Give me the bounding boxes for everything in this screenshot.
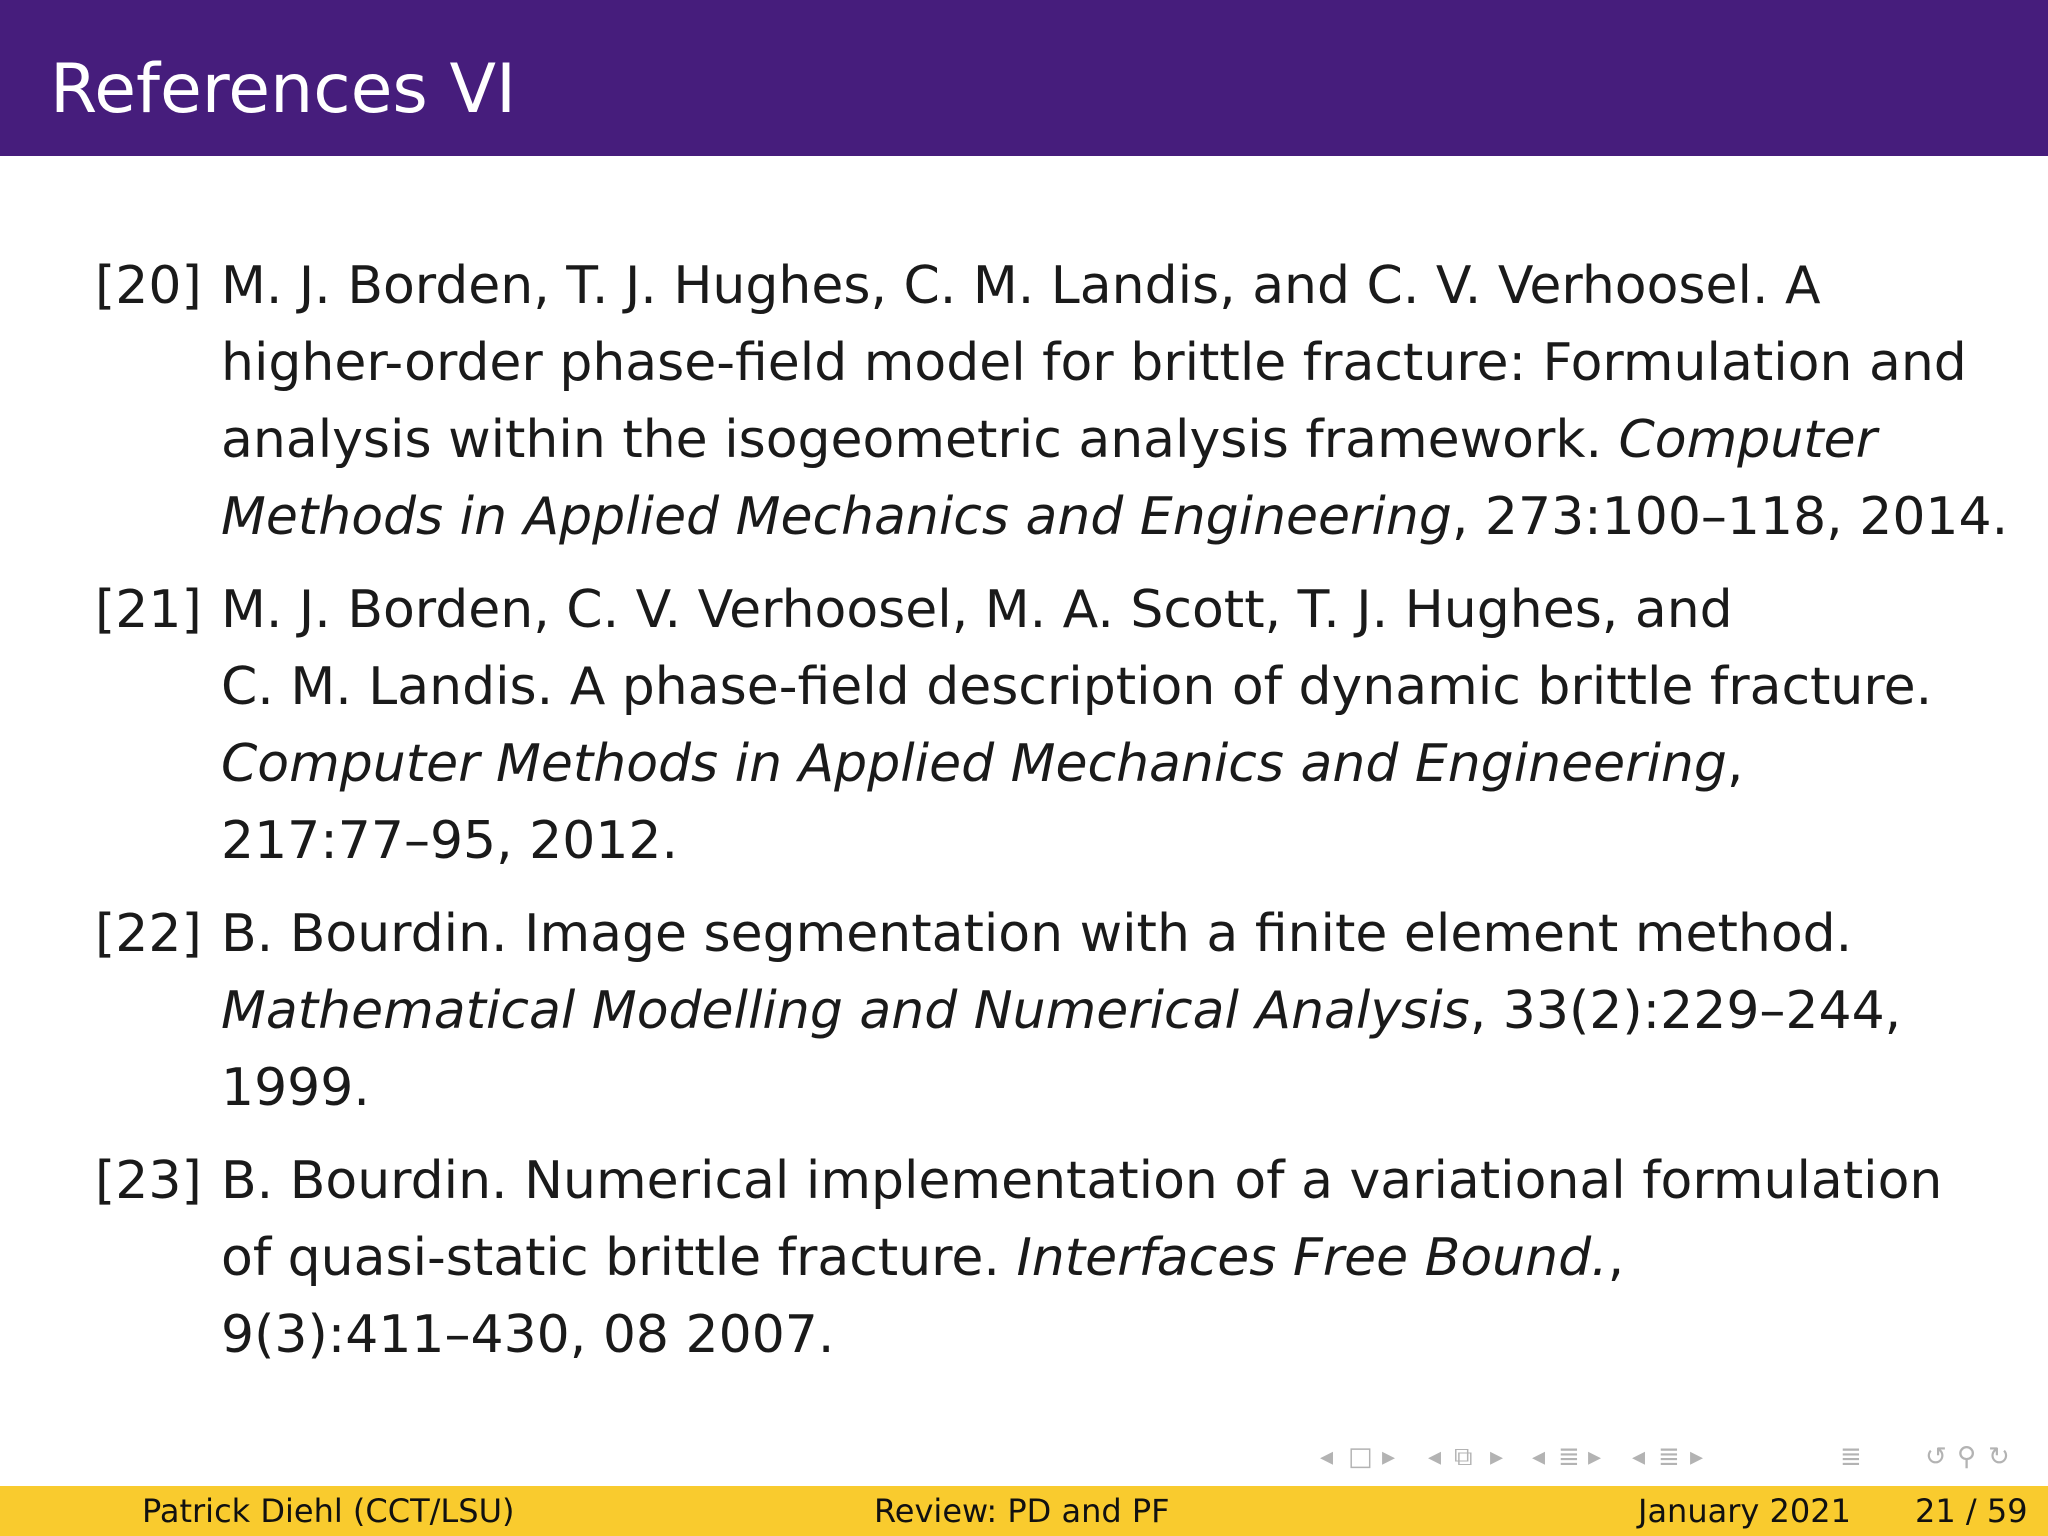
reference-venue: Methods in Applied Mechanics and Engineering xyxy=(221,487,1452,547)
footer-short-title: Review: PD and PF xyxy=(874,1492,1170,1530)
triangle-right-icon[interactable]: ▸ xyxy=(1490,1442,1504,1472)
reference-text: , xyxy=(1726,734,1744,794)
slide-title: References VI xyxy=(50,50,517,129)
reference-line xyxy=(221,649,1932,726)
reference-line xyxy=(221,726,1743,803)
reference-line xyxy=(221,1297,834,1374)
reference-text: , 273:100–118, 2014. xyxy=(1451,487,2009,547)
reference-text: , xyxy=(1607,1228,1625,1288)
reference-text: , 33(2):229–244, xyxy=(1469,981,1902,1041)
redo-icon[interactable]: ↻ xyxy=(1988,1442,2010,1472)
search-icon[interactable]: ⚲ xyxy=(1957,1442,1977,1472)
beamer-navigation-bar xyxy=(1320,1438,2035,1476)
reference-line xyxy=(221,973,1901,1050)
undo-icon[interactable]: ↺ xyxy=(1925,1442,1947,1472)
reference-venue: Interfaces Free Bound. xyxy=(1016,1228,1608,1288)
reference-number: [23] xyxy=(95,1151,202,1211)
reference-line xyxy=(221,896,1852,973)
reference-text: analysis within the isogeometric analysis framework. xyxy=(221,410,1619,470)
reference-text: 217:77–95, 2012. xyxy=(221,811,679,871)
subsection-list-icon[interactable]: ≣ xyxy=(1658,1442,1680,1472)
reference-text: of quasi-static brittle fracture. xyxy=(221,1228,1017,1288)
reference-text: B. Bourdin. Image segmentation with a finite element method. xyxy=(221,904,1853,964)
reference-text: M. J. Borden, C. V. Verhoosel, M. A. Scott, T. J. Hughes, and xyxy=(221,580,1733,640)
footer-author: Patrick Diehl (CCT/LSU) xyxy=(142,1492,515,1530)
reference-line xyxy=(221,1143,1942,1220)
triangle-left-icon[interactable]: ◂ xyxy=(1428,1442,1442,1472)
reference-line xyxy=(221,1050,370,1127)
reference-text: 9(3):411–430, 08 2007. xyxy=(221,1305,835,1365)
triangle-right-icon[interactable]: ▸ xyxy=(1588,1442,1602,1472)
triangle-left-icon[interactable]: ◂ xyxy=(1532,1442,1546,1472)
frame-icon[interactable]: □ xyxy=(1348,1442,1373,1472)
reference-text: 1999. xyxy=(221,1058,370,1118)
reference-text: C. M. Landis. A phase-field description of dynamic brittle fracture. xyxy=(221,657,1933,717)
reference-text: higher-order phase-field model for brittle fracture: Formulation and xyxy=(221,333,1967,393)
subsection-icon[interactable]: ⧉ xyxy=(1454,1442,1473,1472)
reference-number: [21] xyxy=(95,580,202,640)
reference-venue: Mathematical Modelling and Numerical Analysis xyxy=(221,981,1470,1041)
reference-text: M. J. Borden, T. J. Hughes, C. M. Landis, and C. V. Verhoosel. A xyxy=(221,256,1821,316)
slide-header xyxy=(0,0,2048,156)
triangle-left-icon[interactable]: ◂ xyxy=(1632,1442,1646,1472)
triangle-left-icon[interactable]: ◂ xyxy=(1320,1442,1334,1472)
reference-number: [22] xyxy=(95,904,202,964)
reference-line xyxy=(221,803,678,880)
reference-line xyxy=(221,402,1877,479)
reference-venue: Computer Methods in Applied Mechanics and Engineering xyxy=(221,734,1727,794)
reference-text: B. Bourdin. Numerical implementation of a variational formulation xyxy=(221,1151,1943,1211)
triangle-right-icon[interactable]: ▸ xyxy=(1690,1442,1704,1472)
reference-venue: Computer xyxy=(1618,410,1878,470)
reference-line xyxy=(221,248,1821,325)
reference-line xyxy=(221,572,1733,649)
reference-line xyxy=(221,479,2008,556)
footer-page-number: 21 / 59 xyxy=(1915,1492,2028,1530)
section-icon[interactable]: ≣ xyxy=(1558,1442,1580,1472)
reference-line xyxy=(221,325,1967,402)
align-icon[interactable]: ≣ xyxy=(1840,1442,1862,1472)
reference-number: [20] xyxy=(95,256,202,316)
slide-footer xyxy=(0,1486,2048,1536)
triangle-right-icon[interactable]: ▸ xyxy=(1382,1442,1396,1472)
reference-line xyxy=(221,1220,1624,1297)
footer-date: January 2021 xyxy=(1638,1492,1851,1530)
